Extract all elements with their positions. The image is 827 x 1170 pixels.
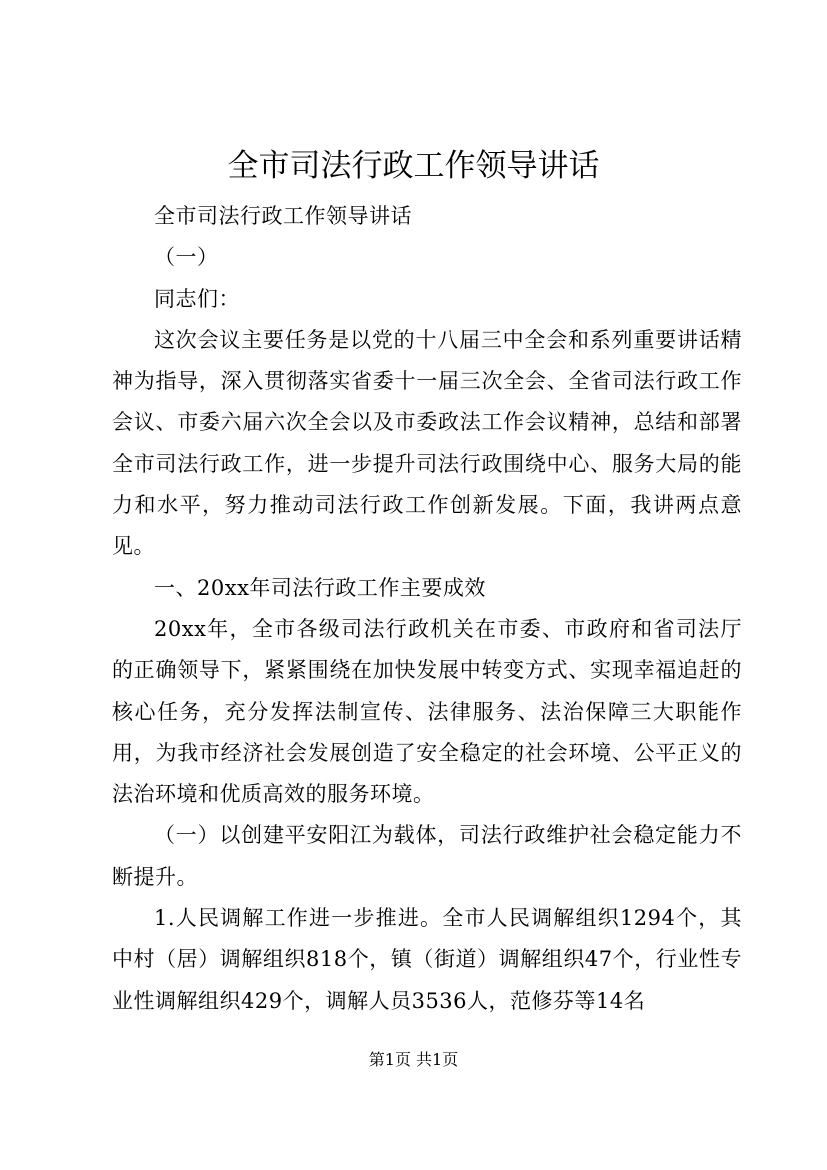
intro-paragraph: 这次会议主要任务是以党的十八届三中全会和系列重要讲话精神为指导，深入贯彻落实省委十一届三次全会、全省司法行政工作会议、市委六届六次全会以及市委政法工作会议精神，总结和部署全市司法行政工作，进一步提升司法行政围绕中心、服务大局的能力和水平，努力推动司法行政工作创新发展。下面，我讲两点意见。 (112, 327, 742, 559)
salutation-paragraph: 同志们： (154, 286, 240, 311)
heading-achievements: 一、20xx年司法行政工作主要成效 (154, 575, 486, 600)
subheading-safety: （一）以创建平安阳江为载体，司法行政维护社会稳定能力不断提升。 (112, 823, 742, 889)
page-footer: 第1页 共1页 (368, 1050, 459, 1069)
mediation-paragraph: 1.人民调解工作进一步推进。全市人民调解组织1294个，其中村（居）调解组织818个，镇（街道）调解组织47个，行业性专业性调解组织429个，调解人员3536人，范修芬等14名 (112, 906, 742, 1013)
document-title: 全市司法行政工作领导讲话 (227, 148, 600, 184)
document-body (112, 196, 742, 1022)
achievements-paragraph: 20xx年，全市各级司法行政机关在市委、市政府和省司法厅的正确领导下，紧紧围绕在加快发展中转变方式、实现幸福追赶的核心任务，充分发挥法制宣传、法律服务、法治保障三大职能作用，为我市经济社会发展创造了安全稳定的社会环境、公平正义的法治环境和优质高效的服务环境。 (112, 616, 742, 807)
section-number-paragraph: （一） (154, 245, 219, 270)
subtitle-paragraph: 全市司法行政工作领导讲话 (154, 204, 412, 228)
